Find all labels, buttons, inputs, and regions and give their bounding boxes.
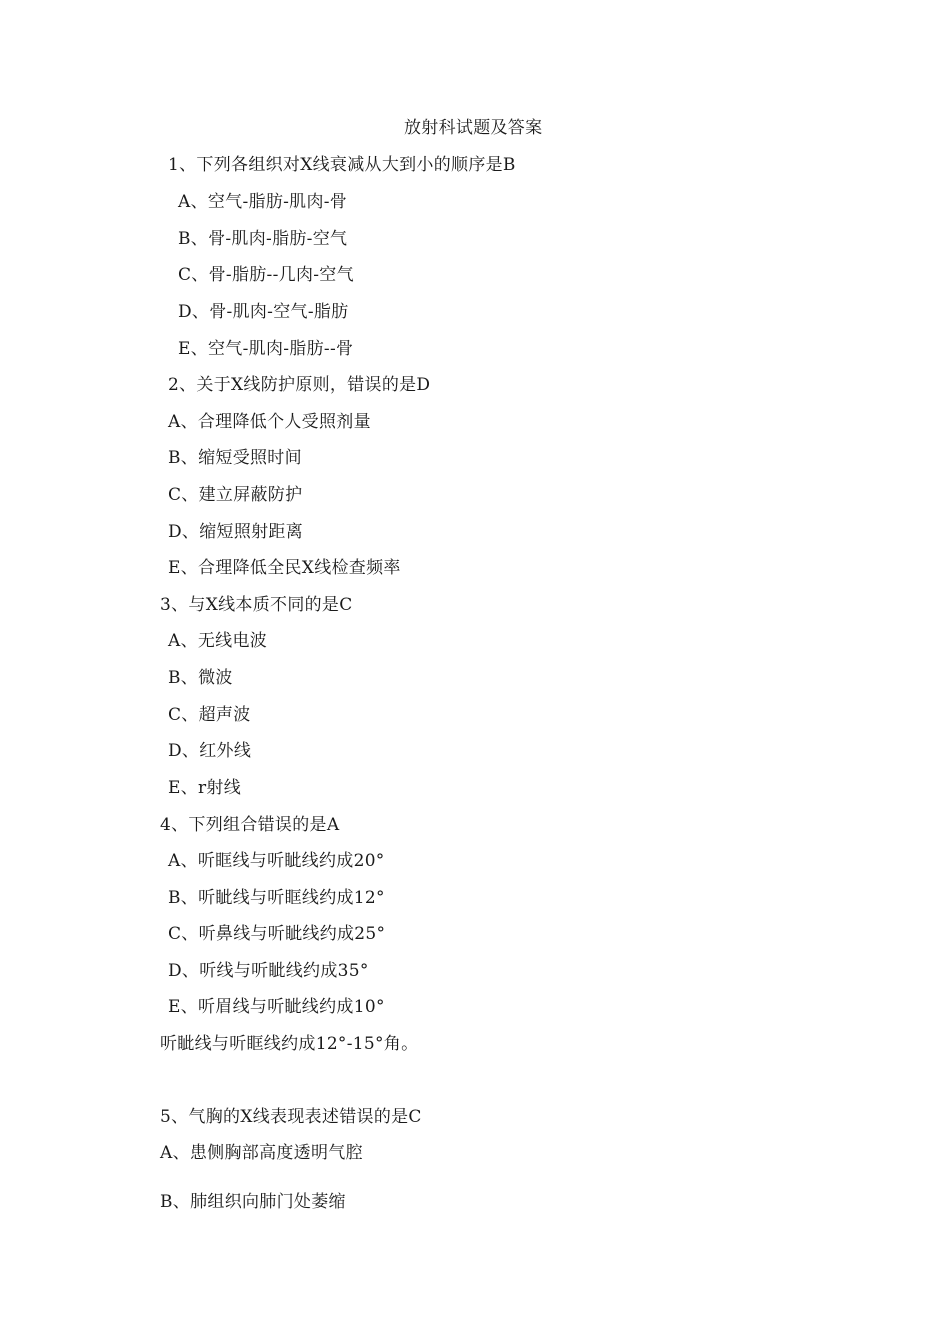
question-4-option-e: E、听眉线与听眦线约成10° — [168, 997, 385, 1017]
question-2-option-e: E、合理降低全民X线检查频率 — [168, 558, 401, 578]
question-2-stem: 2、关于X线防护原则，错误的是D — [168, 375, 431, 395]
question-3-option-c: C、超声波 — [168, 705, 251, 725]
question-4-note: 听眦线与听眶线约成12°-15°角。 — [160, 1034, 419, 1054]
question-4-option-b: B、听眦线与听眶线约成12° — [168, 888, 385, 908]
question-2-option-d: D、缩短照射距离 — [168, 522, 304, 542]
question-1-option-b: B、骨-肌肉-脂肪-空气 — [178, 229, 348, 249]
question-3-option-b: B、微波 — [168, 668, 233, 688]
question-1-option-c: C、骨-脂肪--几肉-空气 — [178, 265, 354, 285]
question-5-option-b: B、肺组织向肺门处萎缩 — [160, 1192, 346, 1212]
question-1-stem: 1、下列各组织对X线衰减从大到小的顺序是B — [168, 155, 516, 175]
question-3-option-d: D、红外线 — [168, 741, 252, 761]
question-3-option-a: A、无线电波 — [168, 631, 268, 651]
question-1-option-e: E、空气-肌肉-脂肪--骨 — [178, 339, 354, 359]
question-5-stem: 5、气胸的X线表现表述错误的是C — [160, 1107, 422, 1127]
question-2-option-c: C、建立屏蔽防护 — [168, 485, 303, 505]
document-title: 放射科试题及答案 — [404, 118, 543, 138]
question-4-option-c: C、听鼻线与听眦线约成25° — [168, 924, 386, 944]
question-1-option-a: A、空气-脂肪-肌肉-骨 — [178, 192, 348, 212]
question-2-option-a: A、合理降低个人受照剂量 — [168, 412, 371, 432]
question-1-option-d: D、骨-肌肉-空气-脂肪 — [178, 302, 349, 322]
question-4-stem: 4、下列组合错误的是A — [160, 815, 340, 835]
question-4-option-d: D、听线与听眦线约成35° — [168, 961, 369, 981]
question-4-option-a: A、听眶线与听眦线约成20° — [168, 851, 385, 871]
question-3-option-e: E、r射线 — [168, 778, 242, 798]
question-3-stem: 3、与X线本质不同的是C — [160, 595, 353, 615]
question-5-option-a: A、患侧胸部高度透明气腔 — [160, 1143, 363, 1163]
question-2-option-b: B、缩短受照时间 — [168, 448, 302, 468]
